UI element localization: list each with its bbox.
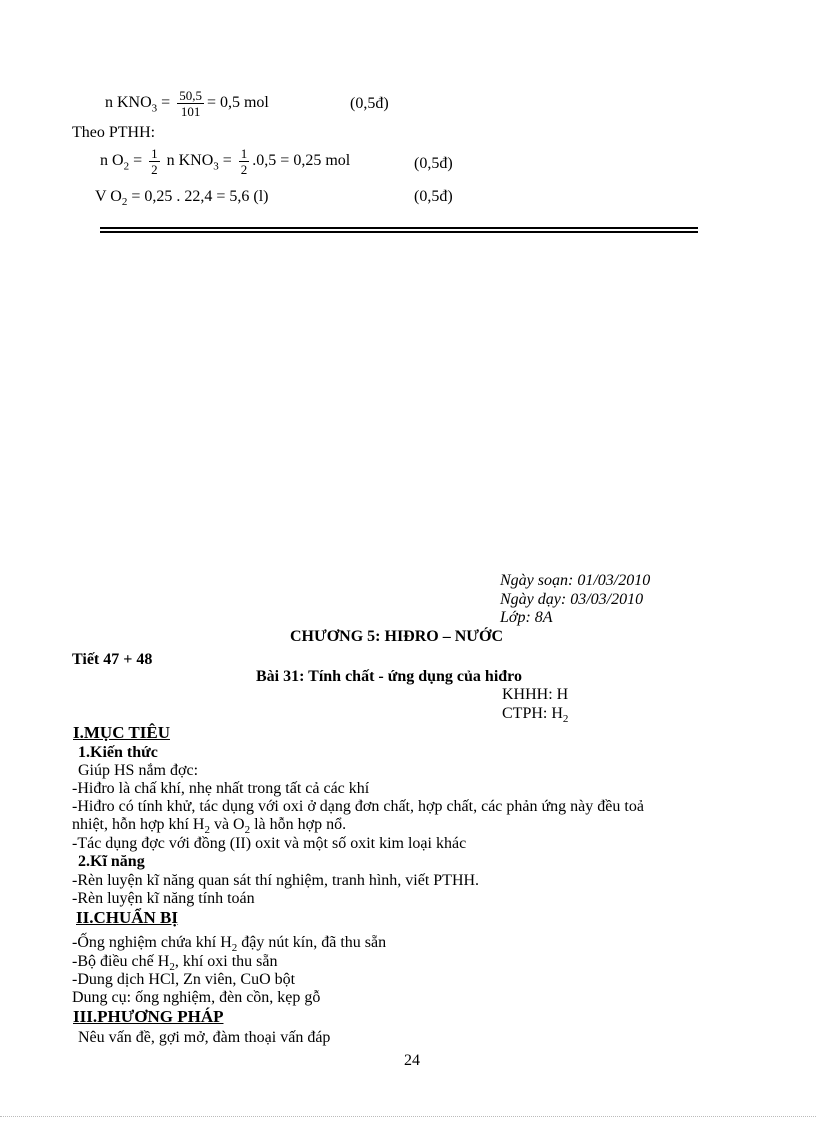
list-item: -Hiđro là chấ khí, nhẹ nhất trong tất cả các khí <box>72 780 370 797</box>
intro-line: Giúp HS nắm đợc: <box>78 762 199 779</box>
text-span: , khí oxi thu sẵn <box>174 953 278 970</box>
text-span: đậy nút kín, đã thu sẵn <box>237 934 387 951</box>
calc-line-1-rhs: = 0,5 mol <box>206 94 269 112</box>
calc-line-3-lhs: V O <box>95 188 122 205</box>
list-item: Dung cụ: ống nghiệm, đèn cồn, kẹp gỗ <box>72 989 321 1006</box>
score: (0,5đ) <box>414 188 453 205</box>
ctph <box>502 705 568 725</box>
calc-line-2-mid-eq: = <box>218 152 232 170</box>
sub: 2 <box>204 824 210 837</box>
calc-line-1-lhs: n KNO <box>105 94 152 112</box>
calc-line-3-sub: 2 <box>121 196 128 209</box>
divider <box>100 231 698 233</box>
ctph-text: CTPH: H <box>502 705 563 722</box>
kien-thuc-heading: 1.Kiến thức <box>78 744 158 761</box>
fraction: $\frac{50,5}{101}$ <box>179 88 202 119</box>
section-1-title: I.MỤC TIÊU <box>73 723 170 742</box>
calc-line-2-mid: n KNO <box>166 152 214 170</box>
calc-line-1-eq: = <box>157 94 171 112</box>
list-item: -Hiđro có tính khử, tác dụng với oxi ở dạng đơn chất, hợp chất, các phản ứng này đều toả <box>72 798 644 815</box>
class-label: Lớp: 8A <box>500 609 553 626</box>
page-number: 24 <box>404 1052 420 1069</box>
page-edge <box>0 1116 816 1117</box>
calc-line-2 <box>100 146 350 177</box>
calc-line-2-rhs: .0,5 = 0,25 mol <box>252 152 351 170</box>
divider <box>100 227 698 229</box>
theo-pthh: Theo PTHH: <box>72 124 156 141</box>
score: (0,5đ) <box>350 95 389 112</box>
list-item: Nêu vấn đề, gợi mở, đàm thoại vấn đáp <box>78 1029 331 1046</box>
sub: 2 <box>169 961 175 974</box>
text-span: -Ống nghiệm chứa khí H <box>72 934 232 951</box>
sub: 2 <box>244 824 251 837</box>
calc-line-2-mid-sub: 3 <box>213 160 219 173</box>
sub: 2 <box>231 942 238 955</box>
calc-line-2-sub: 2 <box>123 160 130 173</box>
list-item <box>72 816 346 836</box>
calc-line-3-rhs: = 0,25 . 22,4 = 5,6 (l) <box>127 188 269 205</box>
list-item: -Rèn luyện kĩ năng quan sát thí nghiệm, tranh hình, viết PTHH. <box>72 872 480 889</box>
text-span: và O <box>209 816 245 833</box>
calc-line-2-lhs: n O <box>100 152 124 170</box>
list-item: -Tác dụng đợc với đồng (II) oxit và một số oxit kim loại khác <box>72 835 467 852</box>
list-item: -Rèn luyện kĩ năng tính toán <box>72 890 255 907</box>
section-2-title: II.CHUẨN BỊ <box>76 908 179 927</box>
list-item: -Dung dịch HCl, Zn viên, CuO bột <box>72 971 296 988</box>
date-soan: Ngày soạn: 01/03/2010 <box>500 572 651 589</box>
calc-line-1 <box>105 88 269 119</box>
calc-line-3 <box>95 188 268 208</box>
calc-line-1-sub: 3 <box>151 102 158 115</box>
text-span: nhiệt, hỗn hợp khí H <box>72 816 205 833</box>
khhh: KHHH: H <box>502 686 569 703</box>
ki-nang-heading: 2.Kĩ năng <box>78 853 145 870</box>
chapter-title: CHƯƠNG 5: HIĐRO – NƯỚC <box>290 628 504 645</box>
score: (0,5đ) <box>414 155 453 172</box>
tiet-label: Tiết 47 + 48 <box>72 651 153 668</box>
calc-line-2-eq: = <box>129 152 143 170</box>
lesson-title: Bài 31: Tính chất - ứng dụng của hiđro <box>256 668 522 685</box>
list-item <box>72 934 386 954</box>
text-span: là hỗn hợp nổ. <box>250 816 347 833</box>
fraction: $\frac{1}{2}$ <box>240 146 248 177</box>
text-span: -Bộ điều chế H <box>72 953 170 970</box>
fraction: $\frac{1}{2}$ <box>151 146 158 177</box>
ctph-sub: 2 <box>562 713 569 726</box>
date-day: Ngày dạy: 03/03/2010 <box>500 591 644 608</box>
section-3-title: III.PHƯƠNG PHÁP <box>73 1007 224 1026</box>
